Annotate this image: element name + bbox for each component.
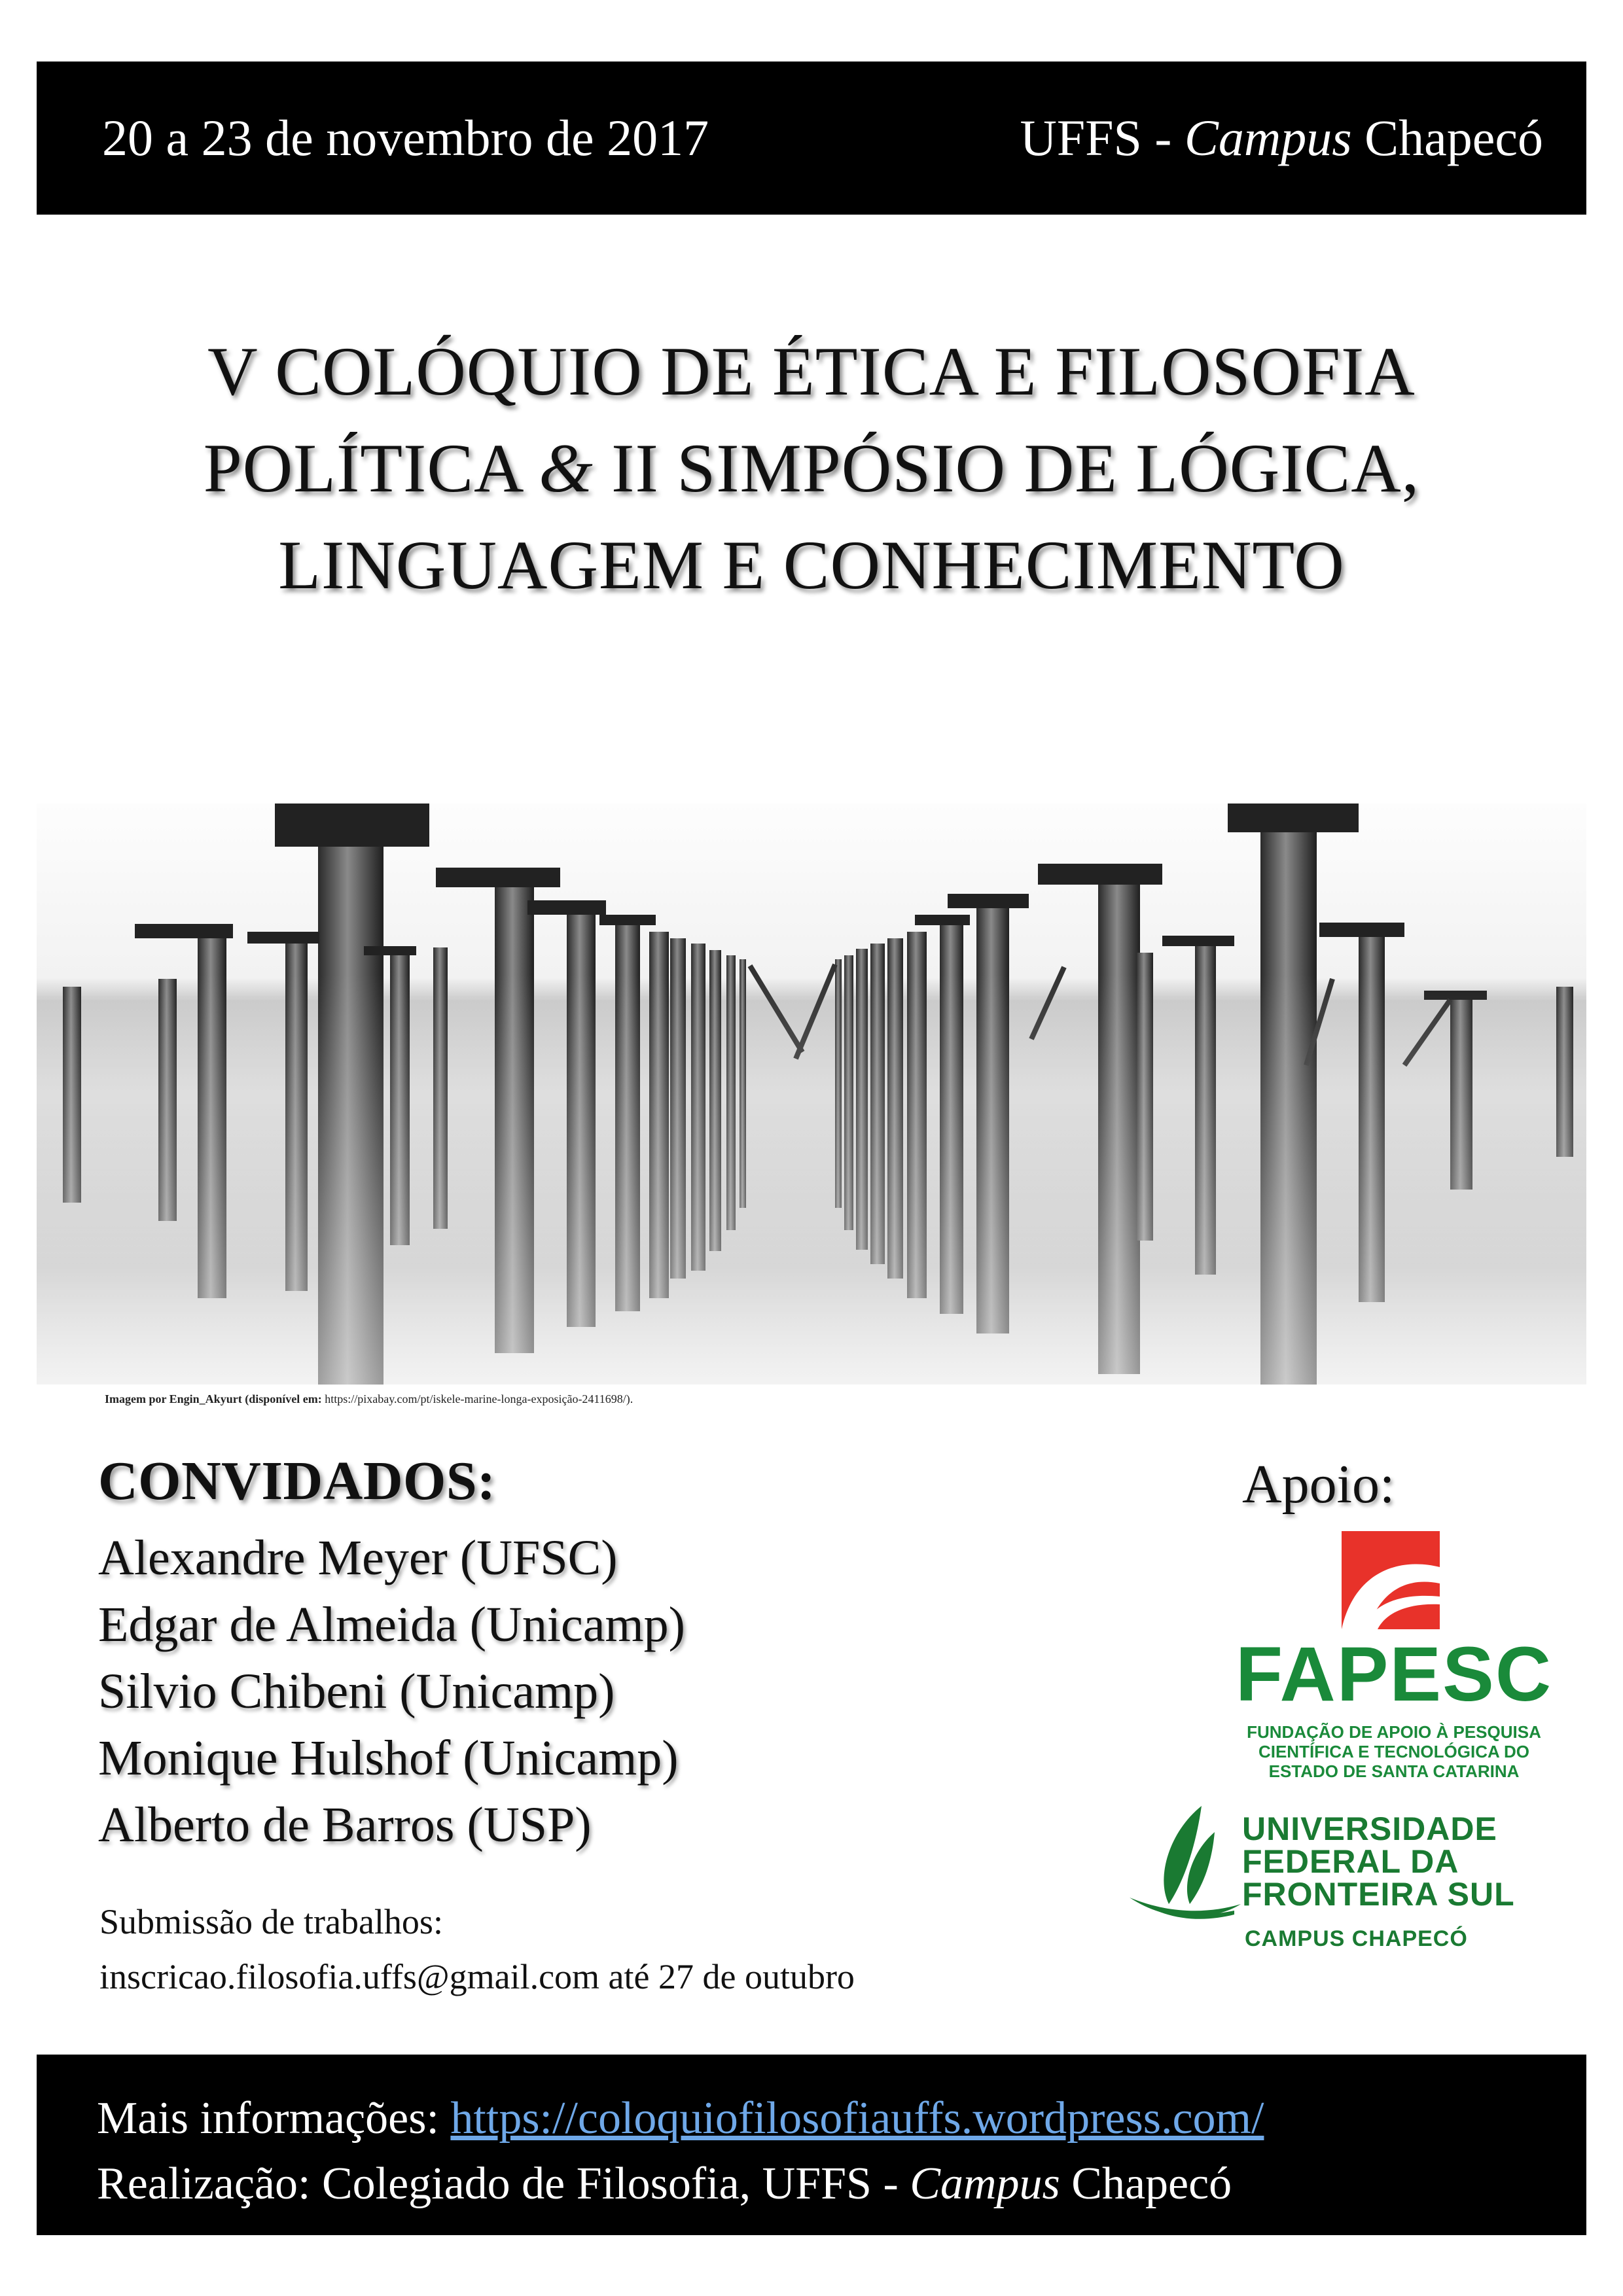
support-label: Apoio: [1242,1454,1395,1515]
submission-detail: inscricao.filosofia.uffs@gmail.com até 27 de outubro [99,1957,855,1996]
credit-url: https://pixabay.com/pt/iskele-marine-longa-exposição-2411698/). [325,1392,633,1405]
credit-author: Imagem por Engin_Akyurt [105,1392,242,1405]
guests-heading: CONVIDADOS: [98,1451,496,1511]
guest-item: Edgar de Almeida (Unicamp) [98,1597,685,1652]
fapesc-sub-1: FUNDAÇÃO DE APOIO À PESQUISA [1247,1722,1541,1742]
guest-item: Monique Hulshof (Unicamp) [98,1731,679,1786]
venue-city: Chapecó [1351,109,1543,166]
fapesc-subtitle [1230,1722,1558,1781]
event-venue [1020,109,1543,166]
pier-photo [37,804,1586,1385]
uffs-name [1242,1812,1515,1911]
event-title [0,323,1623,614]
submission-info [99,1894,855,2004]
guest-item: Alberto de Barros (USP) [98,1797,592,1852]
fapesc-sub-2: CIENTÍFICA E TECNOLÓGICA DO [1258,1742,1530,1761]
bottom-banner [37,2055,1586,2235]
top-banner [37,62,1586,215]
image-credit [105,1392,633,1406]
fapesc-name: FAPESC [1235,1631,1553,1718]
fapesc-mark-icon [1342,1531,1440,1629]
uffs-line-1: UNIVERSIDADE [1242,1810,1497,1847]
guest-list [98,1525,685,1858]
more-info [97,2086,1586,2151]
organizer-city: Chapecó [1060,2159,1232,2209]
venue-prefix: UFFS - [1020,109,1185,166]
uffs-line-3: FRONTEIRA SUL [1242,1876,1515,1913]
uffs-logo [1130,1806,1561,1950]
fapesc-sub-3: ESTADO DE SANTA CATARINA [1268,1761,1520,1781]
uffs-line-2: FEDERAL DA [1242,1843,1459,1880]
organizer-prefix: Realização: Colegiado de Filosofia, UFFS - [97,2159,910,2209]
organizer [97,2151,1586,2217]
title-line-2a: POLÍTICA [203,430,539,506]
uffs-campus: CAMPUS CHAPECÓ [1245,1926,1468,1951]
title-line-2b: II SIMPÓSIO DE LÓGICA, [593,430,1420,506]
title-line-1: V COLÓQUIO DE ÉTICA E FILOSOFIA [207,333,1416,410]
venue-campus: Campus [1184,109,1352,166]
event-date: 20 a 23 de novembro de 2017 [102,109,709,166]
title-ampersand: & [539,430,594,506]
credit-available: (disponível em: [245,1392,322,1405]
submission-label: Submissão de trabalhos: [99,1902,443,1941]
organizer-campus: Campus [910,2159,1060,2209]
website-link[interactable]: https://coloquiofilosofiauffs.wordpress.com/ [450,2093,1264,2144]
title-line-3: LINGUAGEM E CONHECIMENTO [278,527,1345,603]
title-line-2 [0,420,1623,517]
guest-item: Silvio Chibeni (Unicamp) [98,1664,615,1719]
guest-item: Alexandre Meyer (UFSC) [98,1530,618,1585]
uffs-leaf-icon [1130,1806,1241,1924]
fapesc-logo [1230,1531,1558,1780]
more-info-label: Mais informações: [97,2093,451,2144]
